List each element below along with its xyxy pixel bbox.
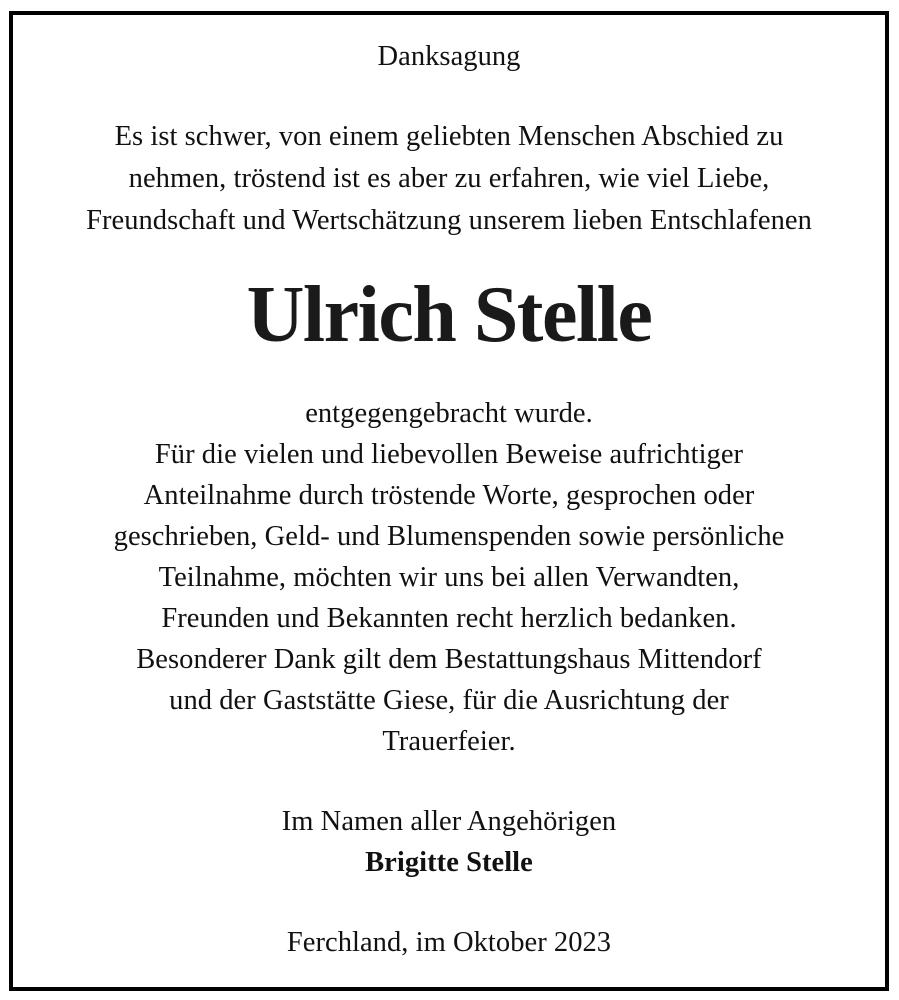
body-line-1: entgegengebracht wurde. [305,398,593,429]
body-line-6: Freunden und Bekannten recht herzlich bedanken. [161,603,737,634]
body-line-2: Für die vielen und liebevollen Beweise aufrichtiger [154,439,744,470]
signature-name: Brigitte Stelle [365,847,533,878]
body-line-8: und der Gaststätte Giese, für die Ausrichtung der [169,685,729,716]
body-line-5: Teilnahme, möchten wir uns bei allen Verwandten, [158,562,740,593]
body-line-3: Anteilnahme durch tröstende Worte, gesprochen oder [143,480,755,511]
body-line-9: Trauerfeier. [382,726,516,757]
deceased-name: Ulrich Stelle [246,271,652,359]
intro-line-1: Es ist schwer, von einem geliebten Menschen Abschied zu [114,121,784,152]
intro-line-3: Freundschaft und Wertschätzung unserem lieben Entschlafenen [86,205,812,236]
body-line-7: Besonderer Dank gilt dem Bestattungshaus Mittendorf [136,644,762,675]
death-notice-frame [9,11,889,991]
signature-intro: Im Namen aller Angehörigen [281,806,617,837]
place-and-date: Ferchland, im Oktober 2023 [286,927,612,958]
intro-line-2: nehmen, tröstend ist es aber zu erfahren, wie viel Liebe, [128,163,770,194]
notice-heading: Danksagung [377,41,521,72]
body-line-4: geschrieben, Geld- und Blumenspenden sowie persönliche [113,521,785,552]
